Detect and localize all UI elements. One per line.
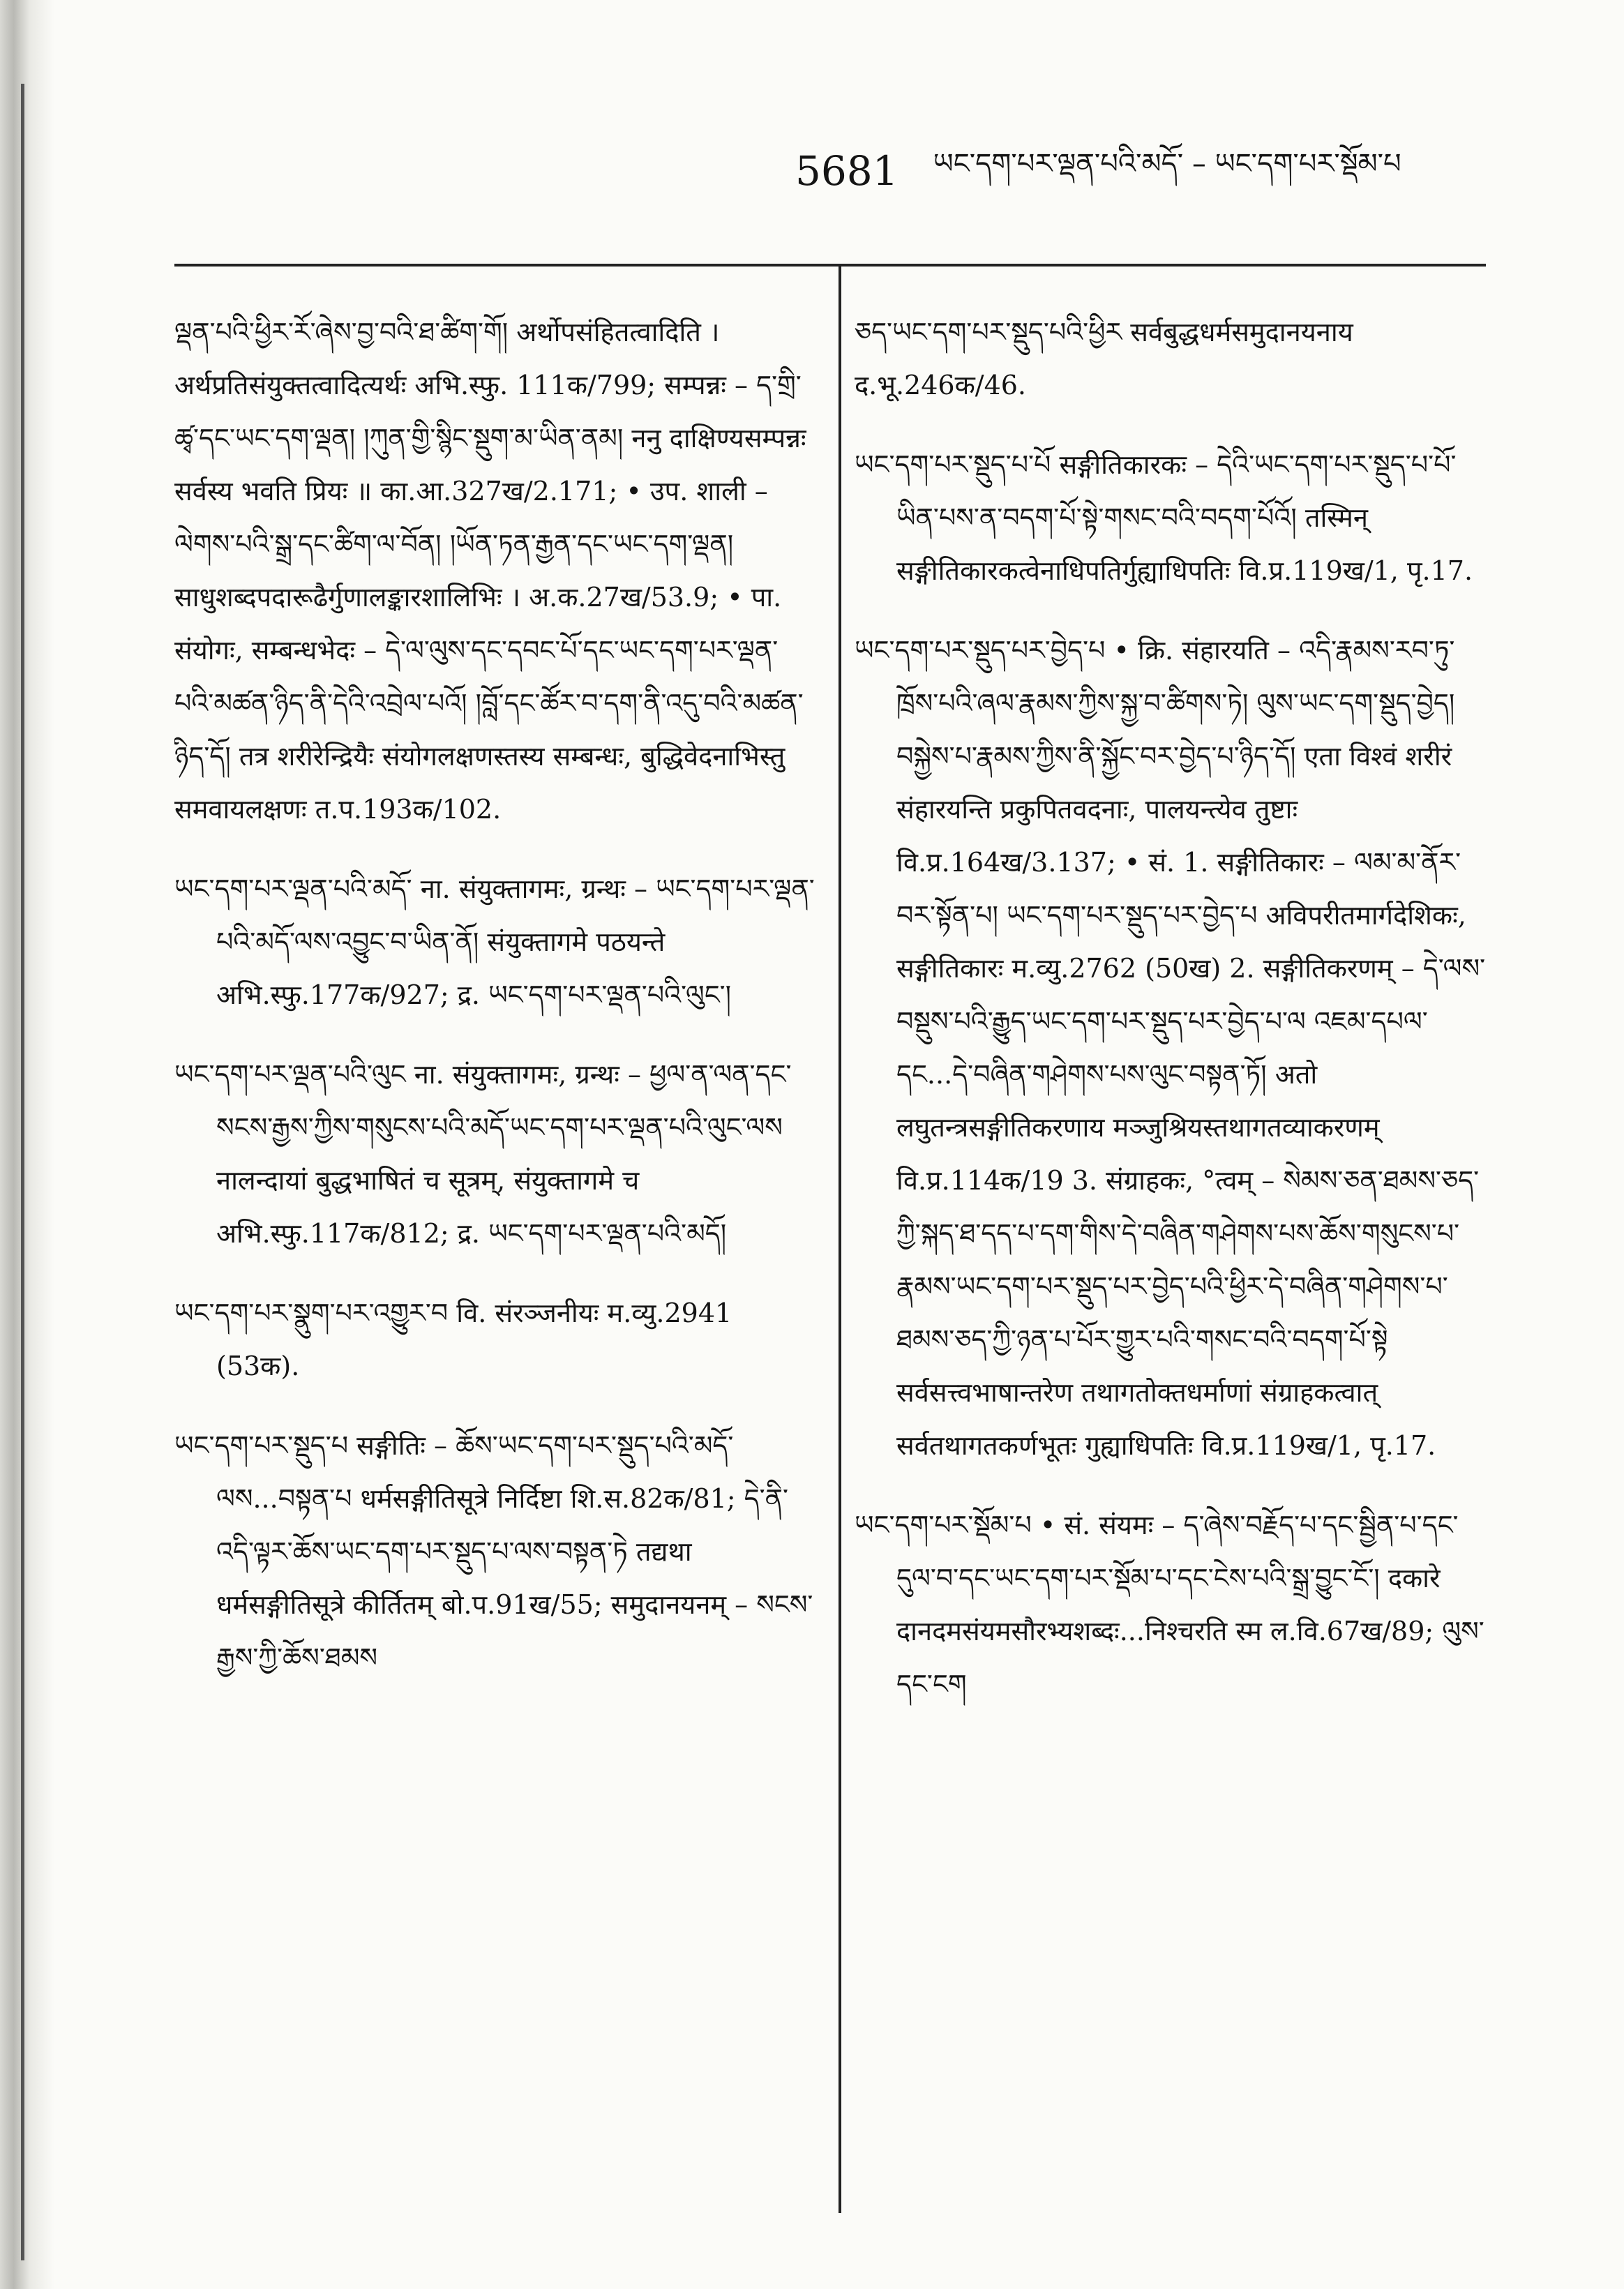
entry-text: ना. संयुक्तागमः, ग्रन्थः – ཡང་དག་པར་ལྡན་པའི་མདོ་ལས་འབྱུང་བ་ཡིན་ནོ། संयुक्तागमे पठयन्ते अभि.स्फु.177क/927; द्र. ཡང་དག་པར་ལྡན་པའི་ལུང་། bbox=[216, 873, 815, 1010]
dictionary-entry bbox=[855, 438, 1496, 597]
dictionary-entry bbox=[174, 1048, 816, 1260]
dictionary-entry bbox=[855, 306, 1496, 412]
entry-headword: ཡང་དག་པར་སྣུག་པར་འགྱུར་བ bbox=[174, 1298, 449, 1328]
entry-headword: ཡང་དག་པར་སྡུད་པར་བྱེད་པ bbox=[855, 635, 1106, 666]
column-divider bbox=[839, 267, 841, 2213]
page-header bbox=[795, 143, 1493, 199]
dictionary-entry bbox=[174, 306, 816, 836]
entry-headword: ཡང་དག་པར་ལྡན་པའི་མདོ་ bbox=[174, 873, 412, 904]
right-column bbox=[855, 279, 1496, 2212]
scan-edge bbox=[0, 0, 54, 2289]
left-column bbox=[174, 279, 816, 2212]
entry-headword: ཡང་དག་པར་སྡུད་པ bbox=[174, 1430, 349, 1461]
dictionary-entry bbox=[855, 624, 1496, 1472]
entry-text: वि. संरञ्जनीयः म.व्यु.2941 (53क). bbox=[216, 1298, 732, 1381]
entry-headword: ཡང་དག་པར་སྡུད་པ་པོ bbox=[855, 449, 1051, 480]
entry-text: • सं. संयमः – ད་ཞེས་བརྗོད་པ་དང་སྦྱིན་པ་དང་དུལ་བ་དང་ཡང་དག་པར་སྡོམ་པ་དང་ངེས་པའི་སྒྲ་བྱུང་ངོ་། दकारे दानदमसंयमसौरभ्यशब्दः...निश्चरति स्म ल.वि.67ख/89; ལུས་དང་ངག bbox=[896, 1510, 1484, 1699]
entry-text: सङ्गीतिः – ཆོས་ཡང་དག་པར་སྡུད་པའི་མདོ་ལས...བསྟན་པ धर्मसङ्गीतिसूत्रे निर्दिष्टा शि.स.82क/81; དེ་ནི་འདི་ལྟར་ཆོས་ཡང་དག་པར་སྡུད་པ་ལས་བསྟན་ཏེ तद्यथा धर्मसङ्गीतिसूत्रे कीर्तितम् बो.प.91ख/55; समुदानयनम् – སངས་རྒྱས་ཀྱི་ཆོས་ཐམས bbox=[216, 1430, 813, 1673]
entry-text: सङ्गीतिकारकः – དེའི་ཡང་དག་པར་སྡུད་པ་པོ་ཡིན་པས་ན་བདག་པོ་སྟེ་གསང་བའི་བདག་པོའོ། तस्मिन् सङ्गीतिकारकत्वेनाधिपतिर्गुह्याधिपतिः वि.प्र.119ख/1, पृ.17. bbox=[896, 449, 1473, 586]
dictionary-entry bbox=[174, 1286, 816, 1393]
entry-headword: ཡང་དག་པར་ལྡན་པའི་ལུང bbox=[174, 1059, 406, 1090]
dictionary-entry bbox=[855, 1499, 1496, 1711]
entry-text: • क्रि. संहारयति – འདི་རྣམས་རབ་ཏུ་ཁྲོས་པའི་ཞལ་རྣམས་ཀྱིས་སྐྱ་བ་ཚིགས་ཏེ། ལུས་ཡང་དག་སྡུད་བྱེད། བསྐྱེས་པ་རྣམས་ཀྱིས་ནི་སྐྱོང་བར་བྱེད་པ་ཉིད་དོ། एता विश्वं शरीरं संहारयन्ति प्रकुपितवदनाः, पालयन्त्येव तुष्टाः वि.प्र.164ख/3.137; • सं. 1. सङ्गीतिकारः – ལམ་མ་ནོར་བར་སྟོན་པ། ཡང་དག་པར་སྡུད་པར་བྱེད་པ अविपरीतमार्गदेशिकः, सङ्गीतिकारः म.व्यु.2762 (50ख) 2. सङ्गीतिकरणम् – དེ་ལས་བསྡུས་པའི་རྒྱུད་ཡང་དག་པར་སྡུད་པར་བྱེད་པ་ལ འཇམ་དཔལ་དང...དེ་བཞིན་གཤེགས་པས་ལུང་བསྟན་ཏོ། अतो लघुतन्त्रसङ्गीतिकरणाय मञ्जुश्रियस्तथागतव्याकरणम् वि.प्र.114क/19 3. संग्राहकः, °त्वम् – སེམས་ཅན་ཐམས་ཅད་ཀྱི་སྐད་ཐ་དད་པ་དག་གིས་དེ་བཞིན་གཤེགས་པས་ཆོས་གསུངས་པ་རྣམས་ཡང་དག་པར་སྡུད་པར་བྱེད་པའི་ཕྱིར་དེ་བཞིན་གཤེགས་པ་ཐམས་ཅད་ཀྱི་ཉན་པ་པོར་གྱུར་པའི་གསང་བའི་བདག་པོ་སྟེ सर्वसत्त्वभाषान्तरेण तथागतोक्तधर्माणां संग्राहकत्वात् सर्वतथागतकर्णभूतः गुह्याधिपतिः वि.प्र.119ख/1, पृ.17. bbox=[896, 635, 1486, 1461]
entry-text: ना. संयुक्तागमः, ग्रन्थः – ཕྱལ་ན་ལན་དང་སངས་རྒྱས་ཀྱིས་གསུངས་པའི་མདོ་ཡང་དག་པར་ལྡན་པའི་ལུང་ལས नालन्दायां बुद्धभाषितं च सूत्रम्, संयुक्तागमे च अभि.स्फु.117क/812; द्र. ཡང་དག་པར་ལྡན་པའི་མདོ། bbox=[216, 1059, 792, 1249]
binding-shadow bbox=[21, 84, 24, 2260]
page-number: 5681 bbox=[795, 147, 899, 195]
header-rule bbox=[174, 264, 1486, 267]
dictionary-entry bbox=[174, 862, 816, 1021]
entry-text: ལྡན་པའི་ཕྱིར་རོ་ཞེས་བྱ་བའི་ཐ་ཚིག་གོ། अर्थोपसंहितत्वादिति । अर्थप्रतिसंयुक्तत्वादित्यर्थः अभि.स्फु. 111क/799; सम्पन्नः – ད་གྲི་ཚྭ་དང་ཡང་དག་ལྡན། །ཀུན་གྱི་སྙིང་སྡུག་མ་ཡིན་ནམ། ननु दाक्षिण्यसम्पन्नः सर्वस्य भवति प्रियः ॥ का.आ.327ख/2.171; • उप. शाली – ལེགས་པའི་སྒྲ་དང་ཚིག་ལ་བོན། །ཡོན་ཏན་རྒྱན་དང་ཡང་དག་ལྡན། साधुशब्दपदारूढैर्गुणालङ्कारशालिभिः । अ.क.27ख/53.9; • पा. संयोगः, सम्बन्धभेदः – དེ་ལ་ལུས་དང་དབང་པོ་དང་ཡང་དག་པར་ལྡན་པའི་མཚན་ཉིད་ནི་དེའི་འབྲེལ་པའོ། །བློ་དང་ཚོར་བ་དག་ནི་འདུ་བའི་མཚན་ཉིད་དོ། तत्र शरीरेन्द्रियैः संयोगलक्षणस्तस्य सम्बन्धः, बुद्धिवेदनाभिस्तु समवायलक्षणः त.प.193क/102. bbox=[174, 317, 806, 825]
entry-text: ཅད་ཡང་དག་པར་སྡུད་པའི་ཕྱིར सर्वबुद्धधर्मसमुदानयनाय द.भू.246क/46. bbox=[855, 317, 1353, 400]
dictionary-entry bbox=[174, 1419, 816, 1684]
entry-headword: ཡང་དག་པར་སྡོམ་པ bbox=[855, 1510, 1032, 1540]
running-head: ཡང་དག་པར་ལྡན་པའི་མདོ་ – ཡང་དག་པར་སྡོམ་པ bbox=[933, 147, 1401, 180]
